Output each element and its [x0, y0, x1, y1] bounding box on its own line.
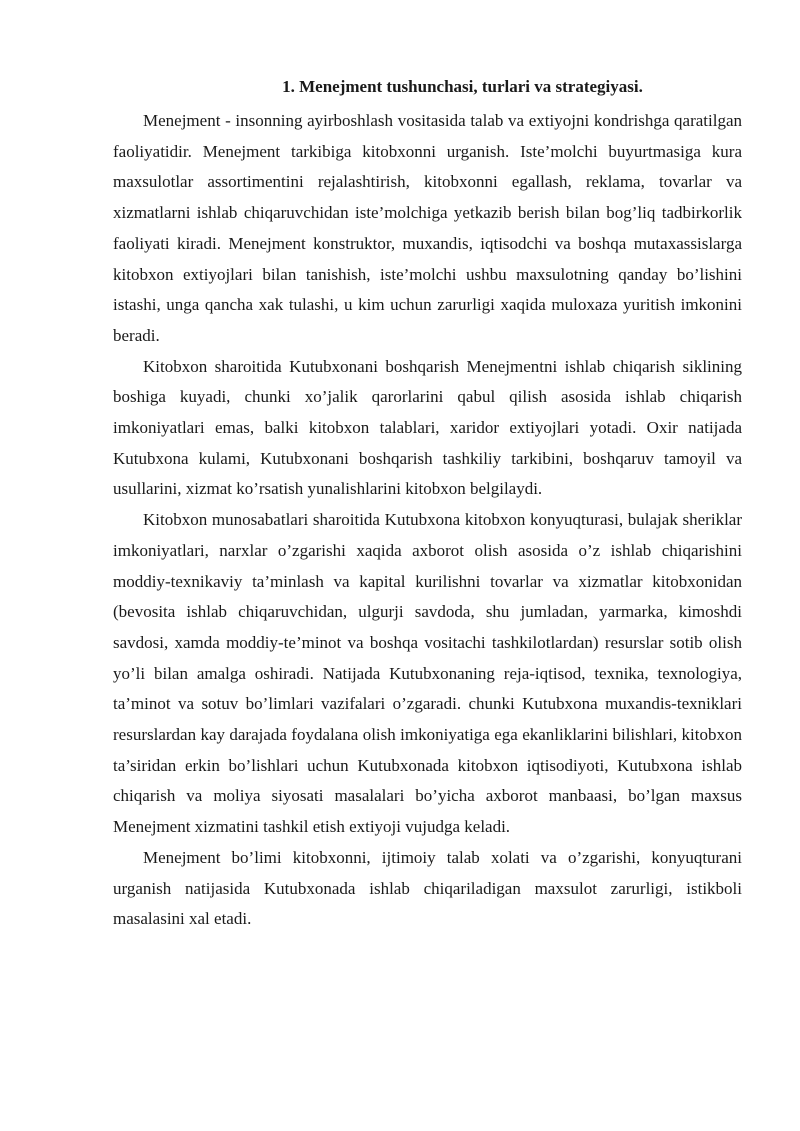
document-page: [113, 72, 742, 935]
paragraph-2: Kitobxon sharoitida Kutubxonani boshqarish Menejmentni ishlab chiqarish siklining boshiga kuyadi, chunki xo’jalik qarorlarini qabul qilish asosida ishlab chiqarish imkoniyatlari emas, balki kitobxon talablari, xaridor extiyojlari yotadi. Oxir natijada Kutubxona kulami, Kutubxonani boshqarish tashkiliy tarkibini, boshqaruv tamoyil va usullarini, xizmat ko’rsatish yunalishlarini kitobxon belgilaydi.: [113, 356, 742, 499]
paragraph-1: Menejment - insonning ayirboshlash vositasida talab va extiyojni kondrishga qaratilgan faoliyatidir. Menejment tarkibiga kitobxonni urganish. Iste’molchi buyurtmasiga kura maxsulotlar assortimentini rejalashtirish, kitobxonni egallash, reklama, tovarlar va xizmatlarni ishlab chiqaruvchidan iste’molchiga yetkazib berish bilan bog’liq tadbirkorlik faoliyati kiradi. Menejment konstruktor, muxandis, iqtisodchi va boshqa mutaxassislarga kitobxon extiyojlari bilan tanishish, iste’molchi ushbu maxsulotning qanday bo’lishini istashi, unga qancha xak tulashi, u kim uchun zarurligi xaqida muloxaza yuritish imkonini beradi.: [113, 111, 742, 345]
paragraph-3: Kitobxon munosabatlari sharoitida Kutubxona kitobxon konyuqturasi, bulajak sheriklar imkoniyatlari, narxlar o’zgarishi xaqida axborot olish asosida o’z ishlab chiqarishini moddiy-texnikaviy ta’minlash va kapital kurilishni tovarlar va xizmatlar kitobxonidan (bevosita ishlab chiqaruvchidan, ulgurji savdoda, shu jumladan, yarmarka, kimoshdi savdosi, xamda moddiy-te’minot va boshqa vositachi tashkilotlardan) resurslar sotib olish yo’li bilan amalga oshiradi. Natijada Kutubxonaning reja-iqtisod, texnika, texnologiya, ta’minot va sotuv bo’limlari vazifalari o’zgaradi. chunki Kutubxona muxandis-texniklari resurslardan kay darajada foydalana olish imkoniyatiga ega ekanliklarini bilishlari, kitobxon ta’siridan erkin bo’lishlari uchun Kutubxonada kitobxon iqtisodiyoti, Kutubxona ishlab chiqarish va moliya siyosati masalalari bo’yicha axborot manbaasi, bo’lgan maxsus Menejment xizmatini tashkil etish extiyoji vujudga keladi.: [113, 510, 742, 837]
section-title: 1. Menejment tushunchasi, turlari va strategiyasi.: [282, 77, 643, 96]
paragraph-4: Menejment bo’limi kitobxonni, ijtimoiy talab xolati va o’zgarishi, konyuqturani urganish natijasida Kutubxonada ishlab chiqariladigan maxsulot zarurligi, istikboli masalasini xal etadi.: [113, 847, 742, 929]
